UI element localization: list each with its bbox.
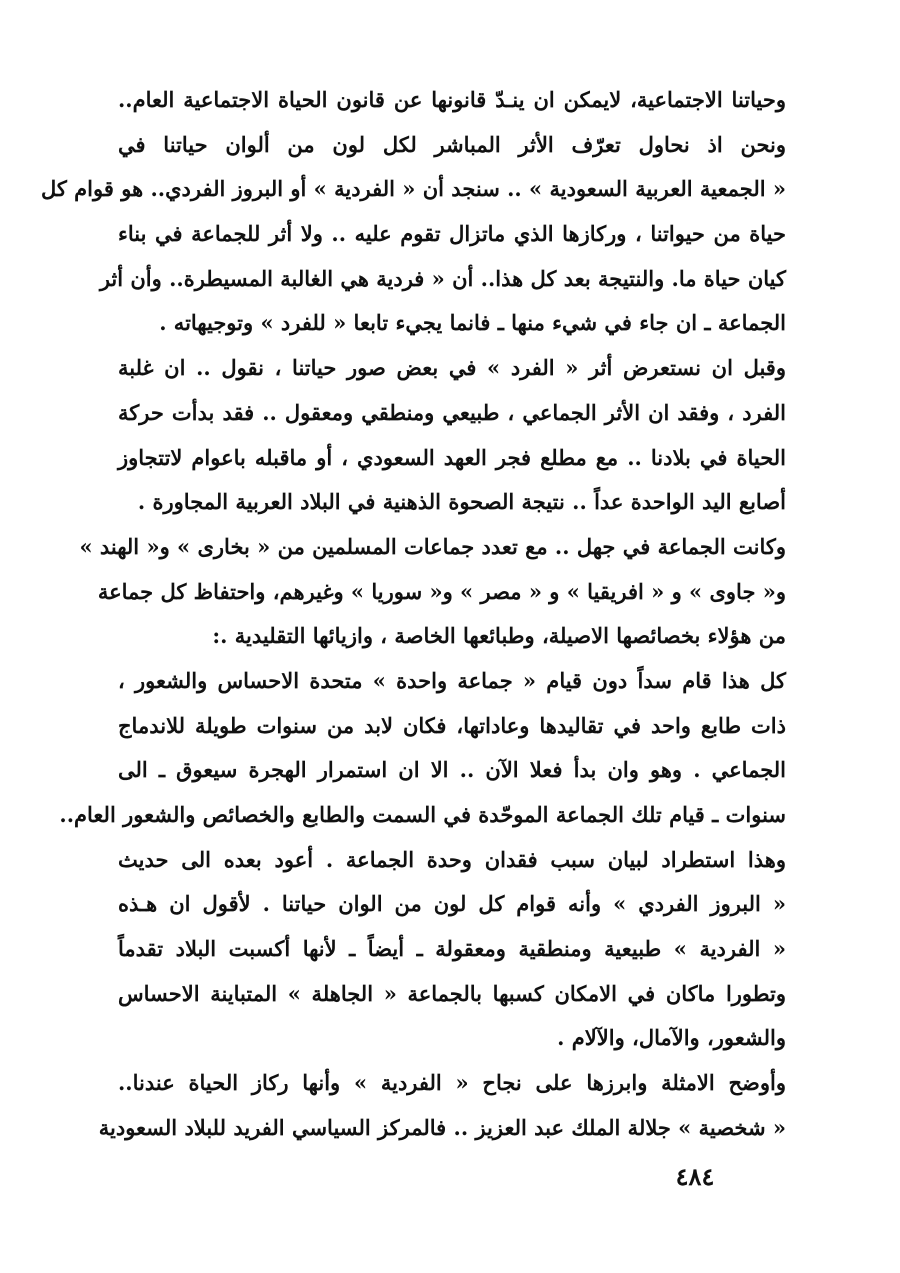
text-line: « الجمعية العربية السعودية » .. سنجد أن « الفردية » أو البروز الفردي.. هو قوام كل	[40, 176, 786, 202]
text-line: حياة من حيواتنا ، وركازها الذي ماتزال تقوم عليه .. ولا أثر للجماعة في بناء	[118, 221, 786, 247]
text-line: ونحن اذ نحاول تعرّف الأثر المباشر لكل لون من ألوان حياتنا في	[118, 131, 786, 157]
text-line: « الفردية » طبيعية ومنطقية ومعقولة ـ أيضاً ـ لأنها أكسبت البلاد تقدماً	[118, 936, 786, 962]
body-text	[40, 78, 786, 1151]
text-line: و« جاوى » و « افريقيا » و « مصر » و« سوريا » وغيرهم، واحتفاظ كل جماعة	[97, 578, 786, 604]
text-line: الجماعي . وهو وان بدأ فعلا الآن .. الا ان استمرار الهجرة سيعوق ـ الى	[118, 757, 786, 783]
text-line: « شخصية » جلالة الملك عبد العزيز .. فالمركز السياسي الفريد للبلاد السعودية	[98, 1114, 786, 1140]
text-line: وكانت الجماعة في جهل .. مع تعدد جماعات المسلمين من « بخارى » و« الهند »	[79, 533, 786, 559]
text-line: « البروز الفردي » وأنه قوام كل لون من الوان حياتنا . لأقول ان هـذه	[118, 891, 786, 917]
text-line: سنوات ـ قيام تلك الجماعة الموحّدة في السمت والطابع والخصائص والشعور العام..	[59, 802, 786, 827]
text-line: الحياة في بلادنا .. مع مطلع فجر العهد السعودي ، أو ماقبله باعوام لاتتجاوز	[118, 444, 786, 470]
text-line: ذات طابع واحد في تقاليدها وعاداتها، فكان لابد من سنوات طويلة للاندماج	[118, 712, 786, 738]
text-line: وأوضح الامثلة وابرزها على نجاح « الفردية » وأنها ركاز الحياة عندنا..	[118, 1070, 786, 1096]
text-line: وتطورا ماكان في الامكان كسبها بالجماعة « الجاهلة » المتباينة الاحساس	[118, 980, 786, 1006]
text-line: من هؤلاء بخصائصها الاصيلة، وطبائعها الخاصة ، وازيائها التقليدية .:	[212, 623, 786, 649]
text-line: والشعور، والآمال، والآلام .	[557, 1025, 786, 1051]
text-line: وهذا استطراد لبيان سبب فقدان وحدة الجماعة . أعود بعده الى حديث	[118, 846, 786, 872]
text-line: أصابع اليد الواحدة عداً .. نتيجة الصحوة الذهنية في البلاد العربية المجاورة .	[137, 489, 786, 515]
text-line: كل هذا قام سداً دون قيام « جماعة واحدة » متحدة الاحساس والشعور ،	[118, 667, 786, 693]
text-line: الفرد ، وفقد ان الأثر الجماعي ، طبيعي ومنطقي ومعقول .. فقد بدأت حركة	[118, 399, 786, 425]
page-number: ٤٨٤	[675, 1162, 715, 1191]
text-line: وقبل ان نستعرض أثر « الفرد » في بعض صور حياتنا ، نقول .. ان غلبة	[118, 355, 786, 381]
text-line: كيان حياة ما. والنتيجة بعد كل هذا.. أن « فردية هي الغالبة المسيطرة.. وأن أثر	[99, 265, 786, 291]
text-line: وحياتنا الاجتماعية، لايمكن ان ينـدّ قانونها عن قانون الحياة الاجتماعية العام..	[118, 87, 786, 112]
text-line: الجماعة ـ ان جاء في شيء منها ـ فانما يجيء تابعا « للفرد » وتوجيهاته .	[159, 310, 786, 336]
